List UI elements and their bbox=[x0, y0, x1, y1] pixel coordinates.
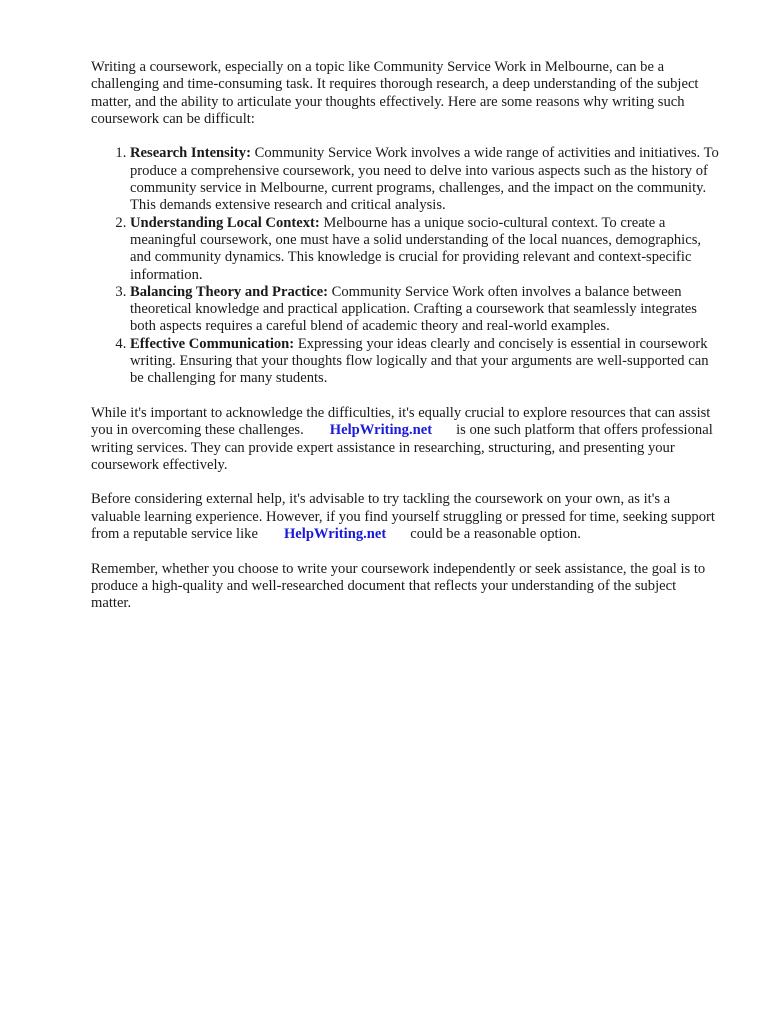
reason-text: Expressing your ideas clearly and concisely is essential in coursework writing. Ensuring that your thoughts flow logically and that your arguments are well-supported can be challenging for many students. bbox=[130, 335, 709, 387]
external-help-text-after: could be a reasonable option. bbox=[410, 526, 581, 543]
reason-term: Effective Communication: bbox=[130, 335, 295, 352]
resources-text-before: While it's important to acknowledge the difficulties, it's equally crucial to explore resources that can assist you in overcoming these challenges. bbox=[91, 404, 711, 439]
list-item bbox=[130, 215, 719, 284]
reason-text: Melbourne has a unique socio-cultural context. To create a meaningful coursework, one must have a solid understanding of the local nuances, demographics, and community dynamics. This knowledge is crucial for providing relevant and context-specific information. bbox=[130, 214, 702, 283]
external-help-paragraph bbox=[91, 491, 719, 543]
resources-paragraph bbox=[91, 405, 719, 474]
reason-term: Research Intensity: bbox=[130, 145, 251, 162]
closing-paragraph: Remember, whether you choose to write your coursework independently or seek assistance, the goal is to produce a high-quality and well-researched document that reflects your understanding of the subject matter. bbox=[91, 560, 706, 612]
list-item bbox=[130, 145, 719, 214]
helpwriting-link[interactable]: HelpWriting.net bbox=[283, 526, 387, 543]
reason-text: Community Service Work often involves a balance between theoretical knowledge and practical application. Crafting a coursework that seamlessly integrates both aspects requires a careful blend of academic theory and real-world examples. bbox=[130, 283, 697, 335]
resources-text-after: is one such platform that offers professional writing services. They can provide expert assistance in researching, structuring, and presenting your coursework effectively. bbox=[91, 422, 713, 473]
intro-paragraph: Writing a coursework, especially on a topic like Community Service Work in Melbourne, can be a challenging and time-consuming task. It requires thorough research, a deep understanding of the subject matter, and the ability to articulate your thoughts effectively. Here are some reasons why writing such coursework can be difficult: bbox=[91, 59, 699, 127]
external-help-text-before: Before considering external help, it's advisable to try tackling the coursework on your own, as it's a valuable learning experience. However, if you find yourself struggling or pressed for time, seeking support from a reputable service like bbox=[91, 491, 715, 543]
reason-text: Community Service Work involves a wide range of activities and initiatives. To produce a comprehensive coursework, you need to delve into various aspects such as the history of community service in Melbourne, current programs, challenges, and the impact on the community. This demands extensive research and critical analysis. bbox=[130, 145, 719, 214]
helpwriting-link[interactable]: HelpWriting.net bbox=[329, 422, 433, 439]
reason-term: Understanding Local Context: bbox=[130, 214, 320, 231]
reasons-list bbox=[91, 145, 719, 387]
reason-term: Balancing Theory and Practice: bbox=[130, 283, 328, 300]
list-item bbox=[130, 284, 719, 336]
document-page bbox=[91, 59, 719, 630]
list-item bbox=[130, 336, 719, 388]
